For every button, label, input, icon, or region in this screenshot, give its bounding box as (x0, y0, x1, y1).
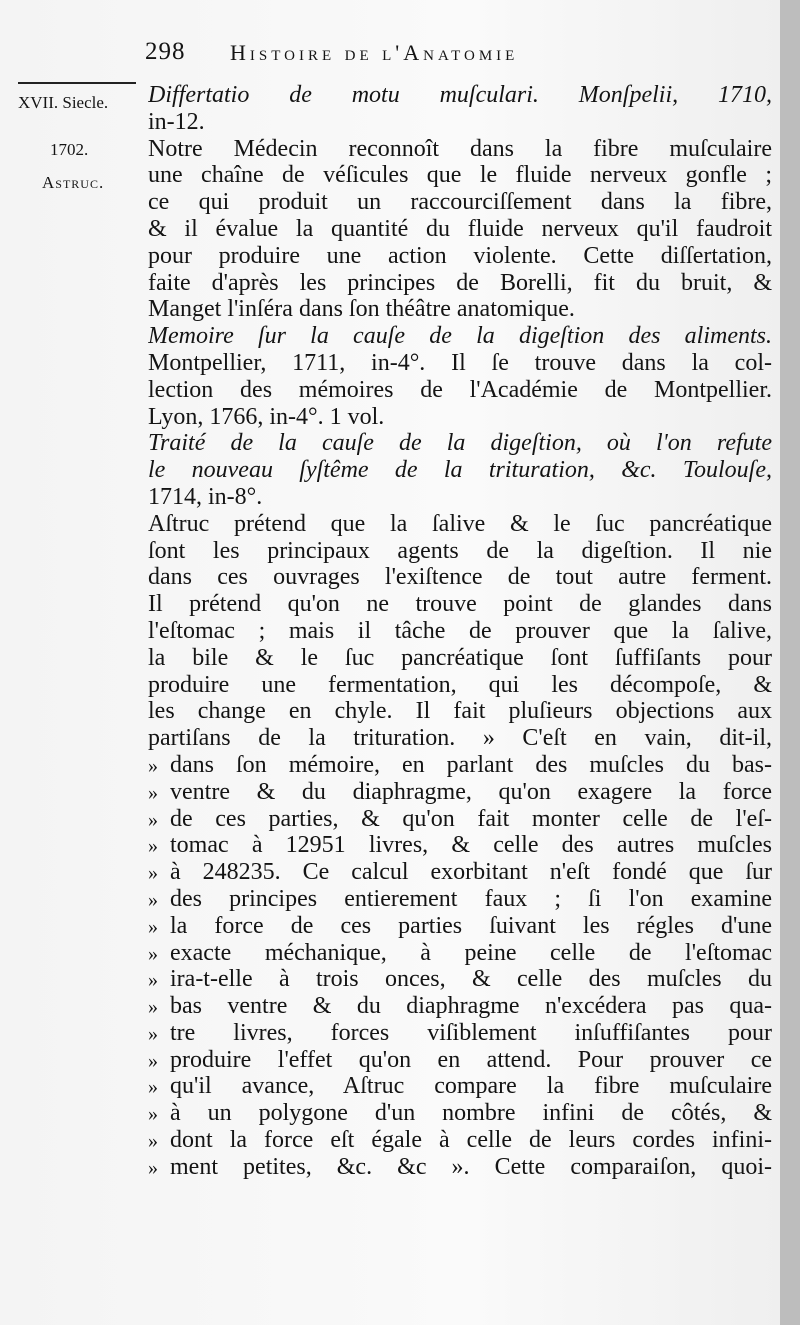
line-text: ira-t-elle à trois onces, & celle des muſcles du (170, 966, 772, 993)
line-text: des principes entierement faux ; ſi l'on examine (170, 885, 772, 912)
text-line (148, 82, 772, 109)
line-text: le nouveau ſyſtême de la trituration, &c. Toulouſe, (148, 457, 772, 484)
line-text: & il évalue la quantité du fluide nerveux qu'il faudroit (148, 215, 772, 242)
text-line (148, 832, 772, 859)
line-text: tre livres, forces viſiblement inſuffiſantes pour (170, 1019, 772, 1046)
line-text: dans ces ouvrages l'exiſtence de tout autre ferment. (148, 564, 772, 591)
quote-mark: » (148, 996, 158, 1019)
text-line (148, 1047, 772, 1074)
line-text: pour produire une action violente. Cette diſſertation, (148, 242, 772, 269)
line-text: une chaîne de véſicules que le fluide nerveux gonfle ; (148, 162, 772, 189)
line-text: à 248235. Ce calcul exorbitant n'eſt fondé que ſur (170, 859, 772, 886)
page-header (140, 38, 780, 78)
text-line (148, 1073, 772, 1100)
text-line (148, 538, 772, 565)
quote-mark: » (148, 754, 158, 777)
quote-mark: » (148, 1130, 158, 1153)
line-text: 1714, in-8°. (148, 483, 263, 510)
line-text: ſont les principaux agents de la digeſtion. Il nie (148, 537, 772, 564)
page-number: 298 (145, 38, 186, 65)
text-line (148, 1020, 772, 1047)
text-line (148, 484, 772, 511)
line-text: ment petites, &c. &c ». Cette comparaiſon, quoi- (170, 1153, 772, 1180)
text-line (148, 752, 772, 779)
running-title: Histoire de l'Anatomie (230, 40, 519, 65)
text-line (148, 189, 772, 216)
line-text: la bile & le ſuc pancréatique ſont ſuffiſants pour (148, 644, 772, 671)
text-line (148, 966, 772, 993)
text-line (148, 457, 772, 484)
quote-mark: » (148, 1156, 158, 1179)
body-text (148, 82, 772, 1181)
line-text: les change en chyle. Il fait pluſieurs objections aux (148, 698, 772, 725)
quote-mark: » (148, 1076, 158, 1099)
text-line (148, 779, 772, 806)
line-text: in-12. (148, 108, 205, 135)
line-text: de ces parties, & qu'on fait monter celle de l'eſ- (170, 805, 772, 832)
line-text: Montpellier, 1711, in-4°. Il ſe trouve dans la col- (148, 349, 772, 376)
margin-century: XVII. Siecle. (18, 93, 109, 112)
quote-mark: » (148, 969, 158, 992)
quote-mark: » (148, 1103, 158, 1126)
text-line (148, 1100, 772, 1127)
text-line (148, 564, 772, 591)
line-text: Aſtruc prétend que la ſalive & le ſuc pancréatique (148, 510, 772, 537)
text-line (148, 270, 772, 297)
margin-rule (18, 82, 136, 84)
line-text: ventre & du diaphragme, qu'on exagere la force (170, 778, 772, 805)
line-text: dans ſon mémoire, en parlant des muſcles du bas- (170, 751, 772, 778)
line-text: faite d'après les principes de Borelli, fit du bruit, & (148, 269, 772, 296)
line-text: produire l'effet qu'on en attend. Pour prouver ce (170, 1046, 772, 1073)
text-line (148, 404, 772, 431)
line-text: dont la force eſt égale à celle de leurs cordes infini- (170, 1127, 772, 1154)
text-line (148, 618, 772, 645)
text-line (148, 725, 772, 752)
line-text: Notre Médecin reconnoît dans la fibre muſculaire (148, 135, 772, 162)
quote-mark: » (148, 808, 158, 831)
line-text: Traité de la cauſe de la digeſtion, où l'on refute (148, 430, 772, 457)
text-line (148, 350, 772, 377)
text-line (148, 940, 772, 967)
page-edge (780, 0, 800, 1325)
text-line (148, 216, 772, 243)
text-line (148, 591, 772, 618)
text-line (148, 806, 772, 833)
quote-mark: » (148, 1049, 158, 1072)
text-line (148, 672, 772, 699)
quote-mark: » (148, 1022, 158, 1045)
text-line (148, 323, 772, 350)
quote-mark: » (148, 888, 158, 911)
text-line (148, 913, 772, 940)
line-text: Lyon, 1766, in-4°. 1 vol. (148, 403, 385, 430)
line-text: tomac à 12951 livres, & celle des autres muſcles (170, 832, 772, 859)
text-line (148, 162, 772, 189)
line-text: qu'il avance, Aſtruc compare la fibre muſculaire (170, 1073, 772, 1100)
quote-mark: » (148, 915, 158, 938)
line-text: à un polygone d'un nombre infini de côtés, & (170, 1100, 772, 1127)
line-text: Memoire ſur la cauſe de la digeſtion des aliments. (148, 323, 772, 350)
text-line (148, 136, 772, 163)
text-line (148, 109, 772, 136)
quote-mark: » (148, 862, 158, 885)
margin-author: Astruc. (42, 173, 105, 192)
quote-mark: » (148, 835, 158, 858)
line-text: l'eſtomac ; mais il tâche de prouver que la ſalive, (148, 617, 772, 644)
text-line (148, 645, 772, 672)
line-text: Il prétend qu'on ne trouve point de glandes dans (148, 591, 772, 618)
text-line (148, 377, 772, 404)
text-line (148, 1127, 772, 1154)
text-line (148, 859, 772, 886)
line-text: produire une fermentation, qui les décompoſe, & (148, 671, 772, 698)
text-line (148, 1154, 772, 1181)
line-text: partiſans de la trituration. » C'eſt en vain, dit-il, (148, 725, 772, 752)
line-text: la force de ces parties ſuivant les régles d'une (170, 912, 772, 939)
line-text: exacte méchanique, à peine celle de l'eſtomac (170, 939, 772, 966)
line-text: lection des mémoires de l'Académie de Montpellier. (148, 376, 772, 403)
line-text: bas ventre & du diaphragme n'excédera pas qua- (170, 993, 772, 1020)
text-line (148, 430, 772, 457)
line-text: Manget l'inſéra dans ſon théâtre anatomique. (148, 296, 575, 323)
text-line (148, 511, 772, 538)
line-text: Differtatio de motu muſculari. Monſpelii, 1710, (148, 82, 772, 108)
quote-mark: » (148, 781, 158, 804)
quote-mark: » (148, 942, 158, 965)
text-line (148, 886, 772, 913)
text-line (148, 296, 772, 323)
text-line (148, 698, 772, 725)
margin-year: 1702. (50, 140, 89, 159)
line-text: ce qui produit un raccourciſſement dans la fibre, (148, 189, 772, 216)
text-line (148, 993, 772, 1020)
text-line (148, 243, 772, 270)
